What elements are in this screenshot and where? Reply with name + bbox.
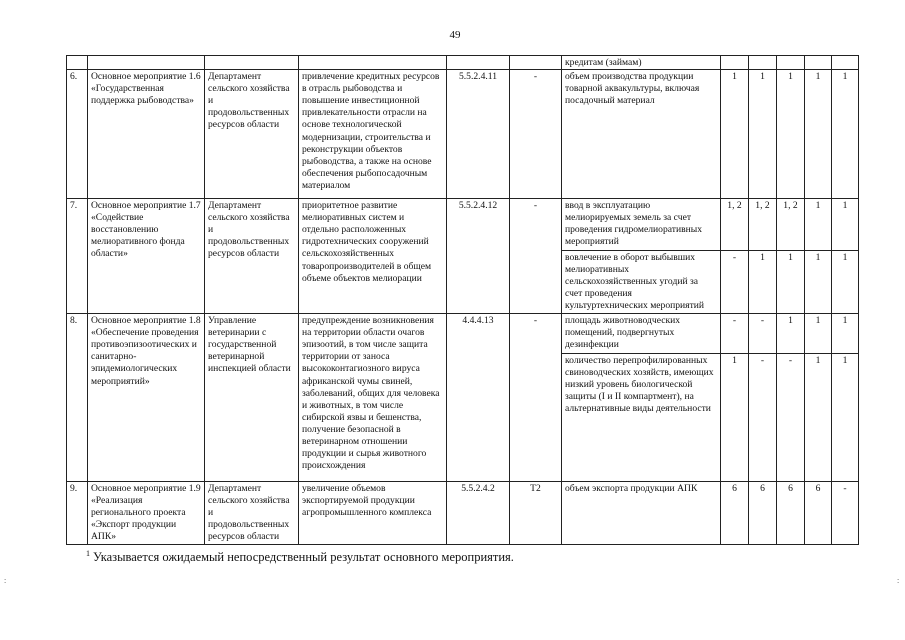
row-number: 9. (67, 482, 88, 544)
footnote (86, 549, 514, 565)
row-number: 8. (67, 314, 88, 482)
indicator-value: - (721, 314, 749, 354)
event-name: Основное мероприятие 1.6 «Государственная поддержка рыбоводства» (88, 70, 205, 199)
goal-text: увеличение объемов экспортируемой продукции агропромышленного комплекса (299, 482, 447, 544)
indicator-value: 1 (777, 70, 805, 199)
indicator-value: 1 (721, 70, 749, 199)
executor: Департамент сельского хозяйства и продовольственных ресурсов области (205, 199, 299, 314)
indicator-value: 1 (805, 251, 832, 314)
indicator-value: 1 (749, 70, 777, 199)
indicator-value: - (749, 314, 777, 354)
code: 5.5.2.4.11 (447, 70, 510, 199)
project-mark: - (510, 70, 562, 199)
goal-text: привлечение кредитных ресурсов в отрасль рыбоводства и повышение инвестиционной привлекательности отрасли на основе технологической модернизации, строительства и реконструкции объектов рыбоводства, а также на основе обеспечения рыбопосадочным материалом (299, 70, 447, 199)
indicator-value: 6 (777, 482, 805, 544)
footnote-text: Указывается ожидаемый непосредственный результат основного мероприятия. (93, 550, 514, 564)
indicator-value: 1, 2 (749, 199, 777, 251)
code: 4.4.4.13 (447, 314, 510, 482)
indicator-text: площадь животноводческих помещений, подвергнутых дезинфекции (562, 314, 721, 354)
indicator-value: 1 (805, 199, 832, 251)
indicator-value: 1 (777, 251, 805, 314)
indicator-value: 1 (805, 70, 832, 199)
table-row (67, 199, 859, 251)
continuation-row (67, 56, 859, 70)
indicator-value: - (749, 354, 777, 482)
indicator-value: 1 (832, 314, 859, 354)
indicator-value: 1 (832, 199, 859, 251)
indicator-value: 1, 2 (777, 199, 805, 251)
project-mark: Т2 (510, 482, 562, 544)
indicator-text: вовлечение в оборот выбывших мелиоративных сельскохозяйственных угодий за счет проведения культуртехнических мероприятий (562, 251, 721, 314)
indicator-value: 1 (805, 314, 832, 354)
row-number: 6. (67, 70, 88, 199)
executor: Департамент сельского хозяйства и продовольственных ресурсов области (205, 70, 299, 199)
indicator-value: 1 (832, 70, 859, 199)
table-row (67, 482, 859, 544)
indicator-value: 1 (832, 354, 859, 482)
indicator-value: 1 (832, 251, 859, 314)
continuation-text: кредитам (займам) (562, 56, 721, 70)
indicator-value: - (777, 354, 805, 482)
indicator-text: количество перепрофилированных свиноводческих хозяйств, имеющих низкий уровень биологической защиты (I и II компартмент), на альтернативные виды деятельности (562, 354, 721, 482)
indicator-value: - (832, 482, 859, 544)
event-name: Основное мероприятие 1.9 «Реализация регионального проекта «Экспорт продукции АПК» (88, 482, 205, 544)
activities-table (66, 55, 859, 545)
code: 5.5.2.4.2 (447, 482, 510, 544)
indicator-text: ввод в эксплуатацию мелиорируемых земель за счет проведения гидромелиоративных мероприятий (562, 199, 721, 251)
indicator-value: 6 (721, 482, 749, 544)
indicator-value: 1 (805, 354, 832, 482)
table-row (67, 314, 859, 354)
indicator-value: 6 (749, 482, 777, 544)
goal-text: предупреждение возникновения на территории области очагов эпизоотий, в том числе защита территории от заноса высококонтагиозного вируса африканской чумы свиней, заболеваний, общих для человека и животных, в том числе сибирской язвы и бешенства, получение безопасной в ветеринарном отношении продукции и сырья животного происхождения (299, 314, 447, 482)
executor: Департамент сельского хозяйства и продовольственных ресурсов области (205, 482, 299, 544)
scan-edge-mark-left: : (4, 576, 7, 585)
row-number: 7. (67, 199, 88, 314)
executor: Управление ветеринарии с государственной ветеринарной инспекцией области (205, 314, 299, 482)
indicator-value: 6 (805, 482, 832, 544)
event-name: Основное мероприятие 1.7 «Содействие восстановлению мелиоративного фонда области» (88, 199, 205, 314)
table-row (67, 70, 859, 199)
project-mark: - (510, 314, 562, 482)
indicator-value: 1 (777, 314, 805, 354)
indicator-text: объем экспорта продукции АПК (562, 482, 721, 544)
footnote-marker: 1 (86, 549, 90, 558)
indicator-value: - (721, 251, 749, 314)
scan-edge-mark-right: : (897, 576, 900, 585)
indicator-value: 1 (749, 251, 777, 314)
project-mark: - (510, 199, 562, 314)
code: 5.5.2.4.12 (447, 199, 510, 314)
goal-text: приоритетное развитие мелиоративных систем и отдельно расположенных гидротехнических сооружений сельскохозяйственных товаропроизводителей в общем объеме объектов мелиорации (299, 199, 447, 314)
page-number: 49 (449, 29, 461, 41)
indicator-text: объем производства продукции товарной аквакультуры, включая посадочный материал (562, 70, 721, 199)
indicator-value: 1 (721, 354, 749, 482)
event-name: Основное мероприятие 1.8 «Обеспечение проведения противоэпизоотических и санитарно-эпидемиологических мероприятий» (88, 314, 205, 482)
indicator-value: 1, 2 (721, 199, 749, 251)
